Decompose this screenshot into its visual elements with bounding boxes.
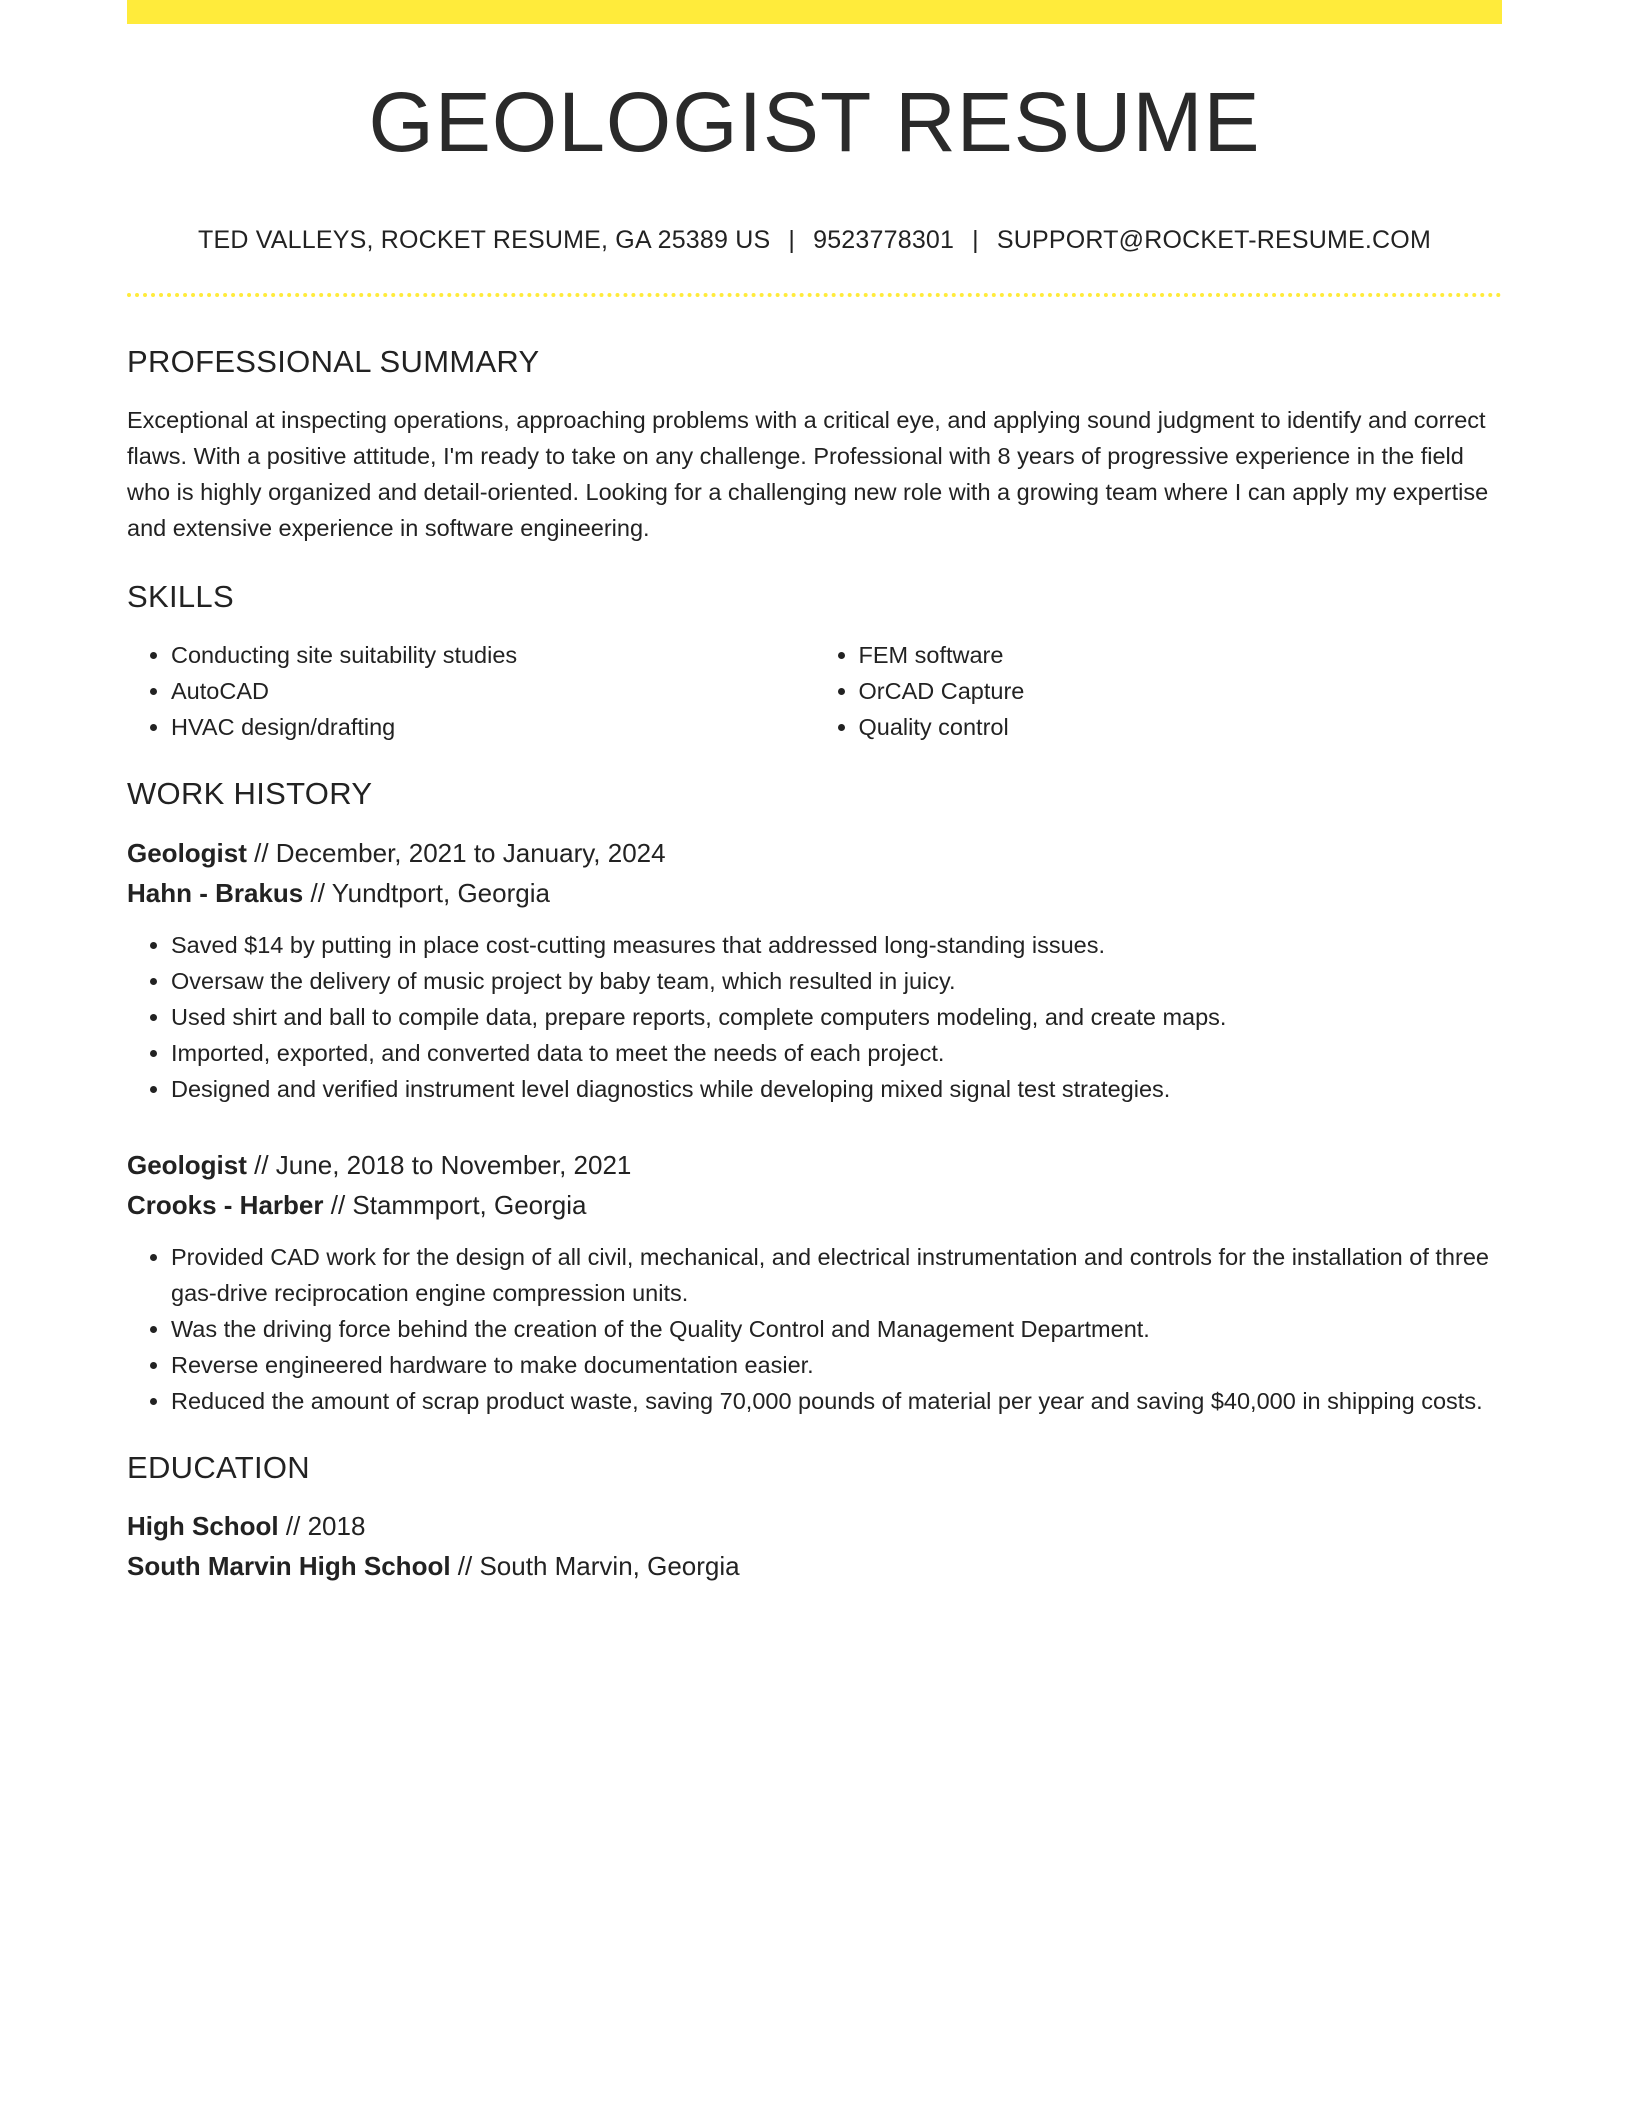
dotted-divider [127,293,1502,297]
skill-item: • AutoCAD [171,673,815,709]
skill-item: • Conducting site suitability studies [171,637,815,673]
job-company-line [127,873,1502,913]
job-title-line [127,1145,1502,1185]
job-bullets [127,1239,1502,1419]
contact-line [127,226,1502,255]
resume-title: GEOLOGIST RESUME [368,75,1261,169]
job-company: Crooks - Harber [127,1189,324,1220]
resume-page [127,0,1502,1586]
education-location: // South Marvin, Georgia [457,1550,740,1581]
contact-email: SUPPORT@ROCKET-RESUME.COM [996,226,1431,254]
skill-item: • FEM software [859,637,1503,673]
contact-separator: | [788,226,796,254]
job-bullet: • Saved $14 by putting in place cost-cutting measures that addressed long-standing issues. [171,927,1502,963]
skills-heading: SKILLS [127,579,234,615]
skills-section [127,578,1502,745]
summary-section [127,343,1502,546]
work-history-heading: WORK HISTORY [127,776,373,812]
skill-item: • HVAC design/drafting [171,709,815,745]
work-history-section [127,775,1502,1418]
skills-column-left [127,637,815,745]
education-year: // 2018 [285,1510,366,1541]
contact-separator: | [972,226,979,254]
job-bullet: • Provided CAD work for the design of all civil, mechanical, and electrical instrumentation and controls for the installation of three gas-drive reciprocation engine compression units. [171,1239,1502,1311]
job-location: // Yundtport, Georgia [310,877,550,908]
skill-item: • Quality control [859,709,1503,745]
job-title: Geologist [127,1149,247,1180]
job-dates: // June, 2018 to November, 2021 [254,1149,632,1180]
job-dates: // December, 2021 to January, 2024 [254,837,666,868]
summary-heading: PROFESSIONAL SUMMARY [127,344,540,379]
skill-item: • OrCAD Capture [859,673,1503,709]
job-bullet: • Used shirt and ball to compile data, prepare reports, complete computers modeling, and create maps. [171,999,1502,1035]
contact-phone: 9523778301 [813,226,955,254]
education-section [127,1449,1502,1586]
skills-grid [127,637,1502,745]
summary-text: Exceptional at inspecting operations, approaching problems with a critical eye, and applying sound judgment to identify and correct flaws. With a positive attitude, I'm ready to take on any challenge. Professional with 8 years of progressive experience in the field who is highly organized and detail-oriented. Looking for a challenging new role with a growing team where I can apply my expertise and extensive experience in software engineering. [127,407,1489,542]
job-bullet: • Reverse engineered hardware to make documentation easier. [171,1347,1502,1383]
education-school-line [127,1546,1502,1586]
job-company-line [127,1185,1502,1225]
education-degree: High School [127,1510,279,1541]
job-company: Hahn - Brakus [127,877,304,908]
skills-column-right [815,637,1503,745]
education-degree-line [127,1506,1502,1546]
job-bullet: • Reduced the amount of scrap product waste, saving 70,000 pounds of material per year and saving $40,000 in shipping costs. [171,1383,1502,1419]
job-location: // Stammport, Georgia [330,1189,587,1220]
education-heading: EDUCATION [127,1449,310,1485]
job-bullet: • Designed and verified instrument level diagnostics while developing mixed signal test strategies. [171,1071,1502,1107]
job-title: Geologist [127,837,247,868]
job-bullets [127,927,1502,1107]
job-bullet: • Imported, exported, and converted data to meet the needs of each project. [171,1035,1502,1071]
contact-address: TED VALLEYS, ROCKET RESUME, GA 25389 US [198,226,771,254]
education-school: South Marvin High School [127,1550,451,1581]
accent-top-bar [127,0,1502,24]
job-title-line [127,833,1502,873]
job-bullet: • Was the driving force behind the creation of the Quality Control and Management Department. [171,1311,1502,1347]
job-bullet: • Oversaw the delivery of music project by baby team, which resulted in juicy. [171,963,1502,999]
